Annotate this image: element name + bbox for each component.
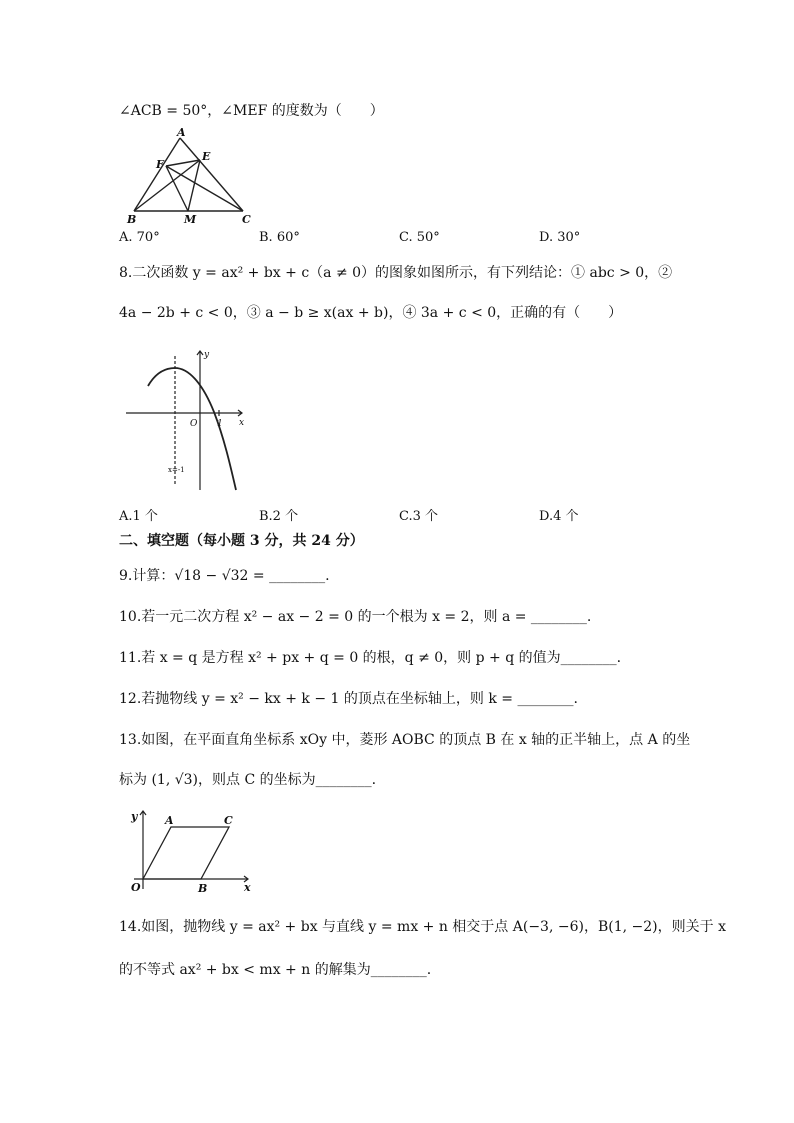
label-e: E: [202, 150, 211, 163]
side-ac: [180, 138, 243, 211]
rhombus-aobc: [143, 827, 229, 879]
label-c: C: [224, 814, 233, 827]
section-heading: 二、填空题（每小题 3 分，共 24 分）: [119, 533, 364, 549]
label-x: x: [244, 881, 251, 893]
label-a: A: [165, 814, 174, 827]
q8-option-d: D.4 个: [539, 509, 579, 524]
q14-stem-line1: 14.如图，抛物线 y = ax² + bx 与直线 y = mx + n 相交于点 A(−3, −6)，B(1, −2)，则关于 x: [119, 919, 726, 935]
q11: 11.若 x = q 是方程 x² + px + q = 0 的根，q ≠ 0，则 p + q 的值为________.: [119, 650, 622, 666]
q7-option-c: C. 50°: [399, 230, 440, 245]
label-m: M: [184, 213, 197, 226]
q13-rhombus-figure: [126, 805, 256, 893]
label-y: y: [131, 810, 138, 823]
q8-parabola-figure: [124, 346, 254, 494]
label-o: O: [131, 881, 141, 893]
q14-stem-line2: 的不等式 ax² + bx < mx + n 的解集为________.: [119, 962, 432, 978]
label-x: x: [239, 418, 245, 428]
q12: 12.若抛物线 y = x² − kx + k − 1 的顶点在坐标轴上，则 k = ________.: [119, 691, 578, 707]
label-b: B: [198, 882, 208, 893]
q7-option-b: B. 60°: [259, 230, 300, 245]
label-a: A: [177, 126, 186, 139]
q8-option-a: A.1 个: [119, 509, 158, 524]
side-ab: [134, 138, 180, 211]
q13-stem-line1: 13.如图，在平面直角坐标系 xOy 中，菱形 AOBC 的顶点 B 在 x 轴的正半轴上，点 A 的坐: [119, 732, 691, 748]
q13-stem-line2: 标为 (1, √3)，则点 C 的坐标为________.: [119, 772, 377, 788]
label-one: 1: [217, 419, 223, 429]
label-y: y: [204, 350, 210, 360]
label-c: C: [242, 213, 251, 226]
q8-option-c: C.3 个: [399, 509, 439, 524]
label-origin: O: [190, 419, 198, 429]
label-axis-note: x=-1: [168, 466, 185, 474]
q8-stem-line1: 8.二次函数 y = ax² + bx + c（a ≠ 0）的图象如图所示，有下列结论：① abc > 0，②: [119, 265, 673, 281]
q7-option-a: A. 70°: [119, 230, 160, 245]
q9: 9.计算：√18 − √32 = ________.: [119, 568, 330, 584]
label-b: B: [127, 213, 137, 226]
q7-stem: ∠ACB = 50°，∠MEF 的度数为（ ）: [119, 103, 384, 119]
q7-option-d: D. 30°: [539, 230, 581, 245]
q8-stem-line2: 4a − 2b + c < 0，③ a − b ≥ x(ax + b)，④ 3a + c < 0，正确的有（ ）: [119, 305, 623, 321]
label-f: F: [156, 158, 164, 171]
parabola-curve: [148, 368, 236, 490]
q7-triangle-figure: [118, 126, 263, 226]
q10: 10.若一元二次方程 x² − ax − 2 = 0 的一个根为 x = 2，则 a = ________.: [119, 609, 592, 625]
seg-fe: [166, 160, 200, 166]
q8-option-b: B.2 个: [259, 509, 299, 524]
